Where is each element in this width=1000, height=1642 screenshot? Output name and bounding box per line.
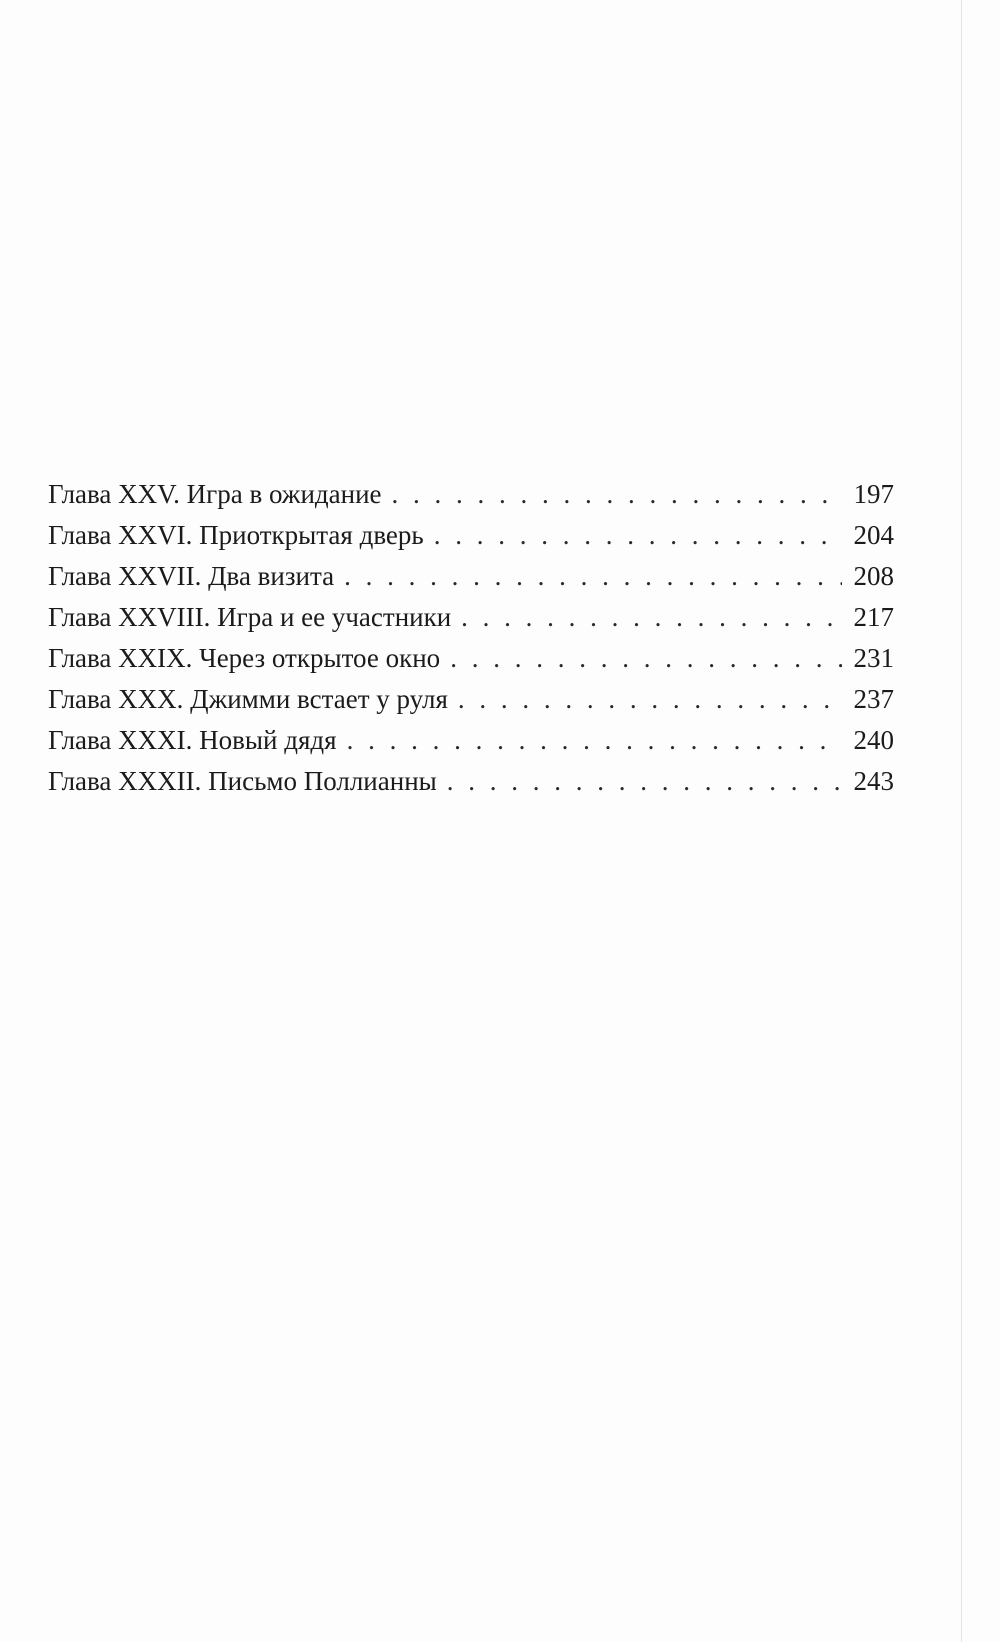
toc-entry — [48, 761, 894, 802]
toc-dot-leader — [450, 638, 842, 679]
toc-entry-title: Глава XXX. Джимми встает у руля — [48, 684, 448, 714]
toc-entry-page: 217 — [853, 602, 894, 632]
toc-entry-title: Глава XXVIII. Игра и ее участники — [48, 602, 452, 632]
toc-entry — [48, 556, 894, 597]
toc-dot-leader — [458, 679, 842, 720]
toc-dot-leader — [392, 474, 842, 515]
page-edge-divider — [961, 0, 962, 1642]
toc-dot-leader — [347, 720, 842, 761]
toc-dot-leader — [434, 515, 842, 556]
toc-entry-page: 231 — [853, 643, 894, 673]
toc-entry — [48, 515, 894, 556]
toc-entry-page: 208 — [853, 561, 894, 591]
toc-entry-title: Глава XXVII. Два визита — [48, 561, 335, 591]
toc-entry-page: 243 — [853, 766, 894, 796]
toc-dot-leader — [447, 761, 842, 802]
toc-entry — [48, 720, 894, 761]
toc-entry-page: 204 — [853, 520, 894, 550]
toc-entry — [48, 474, 894, 515]
toc-dot-leader — [344, 556, 842, 597]
toc-dot-leader — [461, 597, 842, 638]
toc-entry-title: Глава XXXI. Новый дядя — [48, 725, 337, 755]
toc-entry-title: Глава XXVI. Приоткрытая дверь — [48, 520, 424, 550]
toc-entry-title: Глава XXV. Игра в ожидание — [48, 479, 382, 509]
toc-entry-page: 197 — [853, 479, 894, 509]
toc-entry — [48, 638, 894, 679]
toc-entry-title: Глава XXXII. Письмо Поллианны — [48, 766, 437, 796]
toc-entry-title: Глава XXIX. Через открытое окно — [48, 643, 441, 673]
toc-entry — [48, 679, 894, 720]
toc-entry — [48, 597, 894, 638]
toc-entry-page: 240 — [853, 725, 894, 755]
toc-entry-page: 237 — [853, 684, 894, 714]
table-of-contents — [48, 474, 894, 802]
